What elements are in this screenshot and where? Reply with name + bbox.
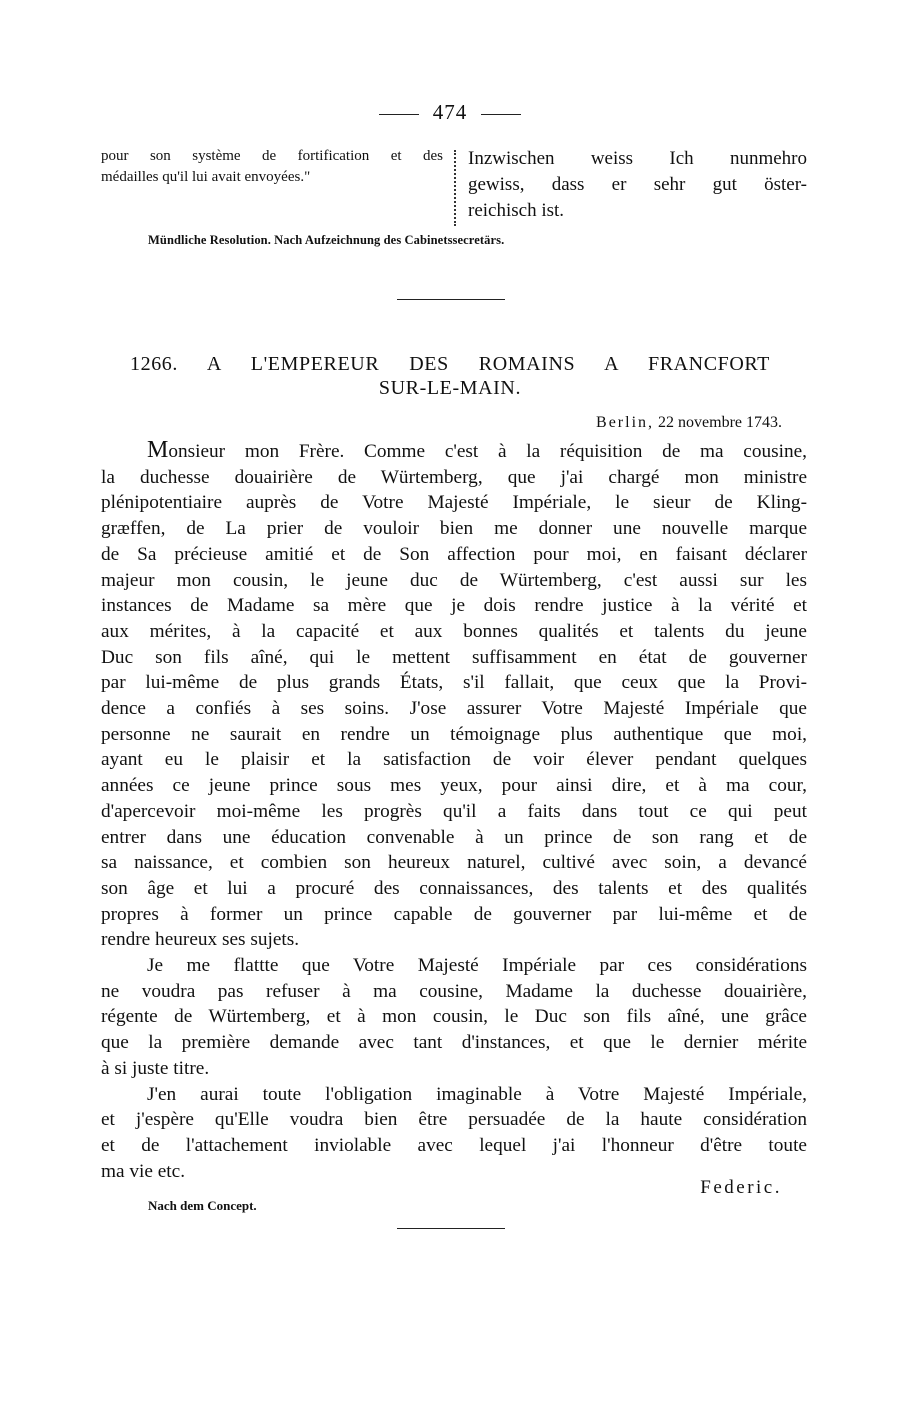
signature: Federic. (700, 1177, 782, 1198)
german-line: Inzwischen weiss Ich nunmehro (468, 148, 807, 169)
page-number: 474 (432, 100, 468, 124)
paragraph-line: majeur mon cousin, le jeune duc de Würtemberg, c'est aussi sur les (101, 569, 807, 591)
french-line: médailles qu'il lui avait envoyées." (101, 169, 311, 185)
paragraph-line (101, 438, 807, 465)
paragraph-line: J'en aurai toute l'obligation imaginable à Votre Majesté Impériale, (147, 1083, 807, 1105)
paragraph-line: de Sa précieuse amitié et de Son affection pour moi, en faisant déclarer (101, 543, 807, 565)
dateline (596, 414, 782, 432)
paragraph-line: sa naissance, et combien son heureux naturel, cultivé avec soin, a devancé (101, 852, 807, 874)
dateline-date: 22 novembre 1743. (658, 414, 782, 431)
letter-body (101, 438, 807, 1184)
initial-letter: M (147, 437, 169, 463)
heading-line: 1266. A L'EMPEREUR DES ROMAINS A FRANCFORT (130, 353, 770, 375)
paragraph-line: ne voudra pas refuser à ma cousine, Madame la duchesse douairière, (101, 980, 807, 1002)
paragraph-line: son âge et lui a procuré des connaissances, des talents et des qualités (101, 877, 807, 899)
paragraph-line: par lui-même de plus grands États, s'il fallait, que ceux que la Provi- (101, 672, 807, 694)
paragraph-line: et j'espère qu'Elle voudra bien être persuadée de la haute considération (101, 1109, 807, 1131)
paragraph-line: græffen, de La prier de vouloir bien me donner une nouvelle marque (101, 518, 807, 540)
header-dash-right (481, 114, 521, 115)
document-heading (130, 352, 770, 400)
paragraph-line: plénipotentiaire auprès de Votre Majesté Impériale, le sieur de Kling- (101, 492, 807, 514)
paragraph-line: années ce jeune prince sous mes yeux, pour ainsi dire, et à ma cour, (101, 775, 807, 797)
paragraph-line: propres à former un prince capable de gouverner par lui-même et de (101, 903, 807, 925)
paragraph (101, 438, 807, 953)
german-column (468, 146, 807, 224)
page-number-header (0, 100, 900, 125)
paragraph-line: dence a confiés à ses soins. J'ose assurer Votre Majesté Impériale que (101, 698, 807, 720)
heading-line: SUR-LE-MAIN. (378, 377, 522, 399)
german-line: gewiss, dass er sehr gut öster- (468, 174, 807, 195)
paragraph-line: la duchesse douairière de Würtemberg, que j'ai chargé mon ministre (101, 466, 807, 488)
paragraph-line: entrer dans une éducation convenable à un prince de son rang et de (101, 826, 807, 848)
concept-note: Nach dem Concept. (148, 1198, 257, 1213)
paragraph-line: et de l'attachement inviolable avec lequel j'ai l'honneur d'être toute (101, 1134, 807, 1156)
french-column (101, 146, 443, 188)
german-line: reichisch ist. (468, 200, 565, 221)
paragraph (101, 1082, 807, 1185)
paragraph-line: Duc son fils aîné, qui le mettent suffisamment en état de gouverner (101, 646, 807, 668)
dateline-place: Berlin, (596, 414, 655, 431)
section-rule (397, 1228, 505, 1229)
paragraph-line: Je me flattte que Votre Majesté Impériale par ces considérations (147, 955, 807, 977)
line-text: onsieur mon Frère. Comme c'est à la réquisition de ma cousine, (168, 441, 807, 462)
paragraph (101, 953, 807, 1082)
paragraph-line: ayant eu le plaisir et la satisfaction de voir élever pendant quelques (101, 749, 807, 771)
header-dash-left (379, 114, 419, 115)
paragraph-line: que la première demande avec tant d'instances, et que le dernier mérite (101, 1032, 807, 1054)
source-note: Mündliche Resolution. Nach Aufzeichnung des Cabinetssecretärs. (148, 233, 505, 247)
paragraph-line: personne ne saurait en rendre un témoignage plus authentique que moi, (101, 723, 807, 745)
section-rule (397, 299, 505, 300)
paragraph-line: à si juste titre. (101, 1057, 210, 1079)
column-divider (454, 150, 456, 226)
paragraph-line: aux mérites, à la capacité et aux bonnes qualités et talents du jeune (101, 620, 807, 642)
paragraph-line: d'apercevoir moi-même les progrès qu'il a faits dans tout ce qui peut (101, 800, 807, 822)
french-line: pour son système de fortification et des (101, 148, 443, 164)
paragraph-line: ma vie etc. (101, 1160, 186, 1182)
paragraph-line: régente de Würtemberg, et à mon cousin, le Duc son fils aîné, une grâce (101, 1006, 807, 1028)
paragraph-line: rendre heureux ses sujets. (101, 929, 300, 951)
paragraph-line: instances de Madame sa mère que je dois rendre justice à la vérité et (101, 595, 807, 617)
